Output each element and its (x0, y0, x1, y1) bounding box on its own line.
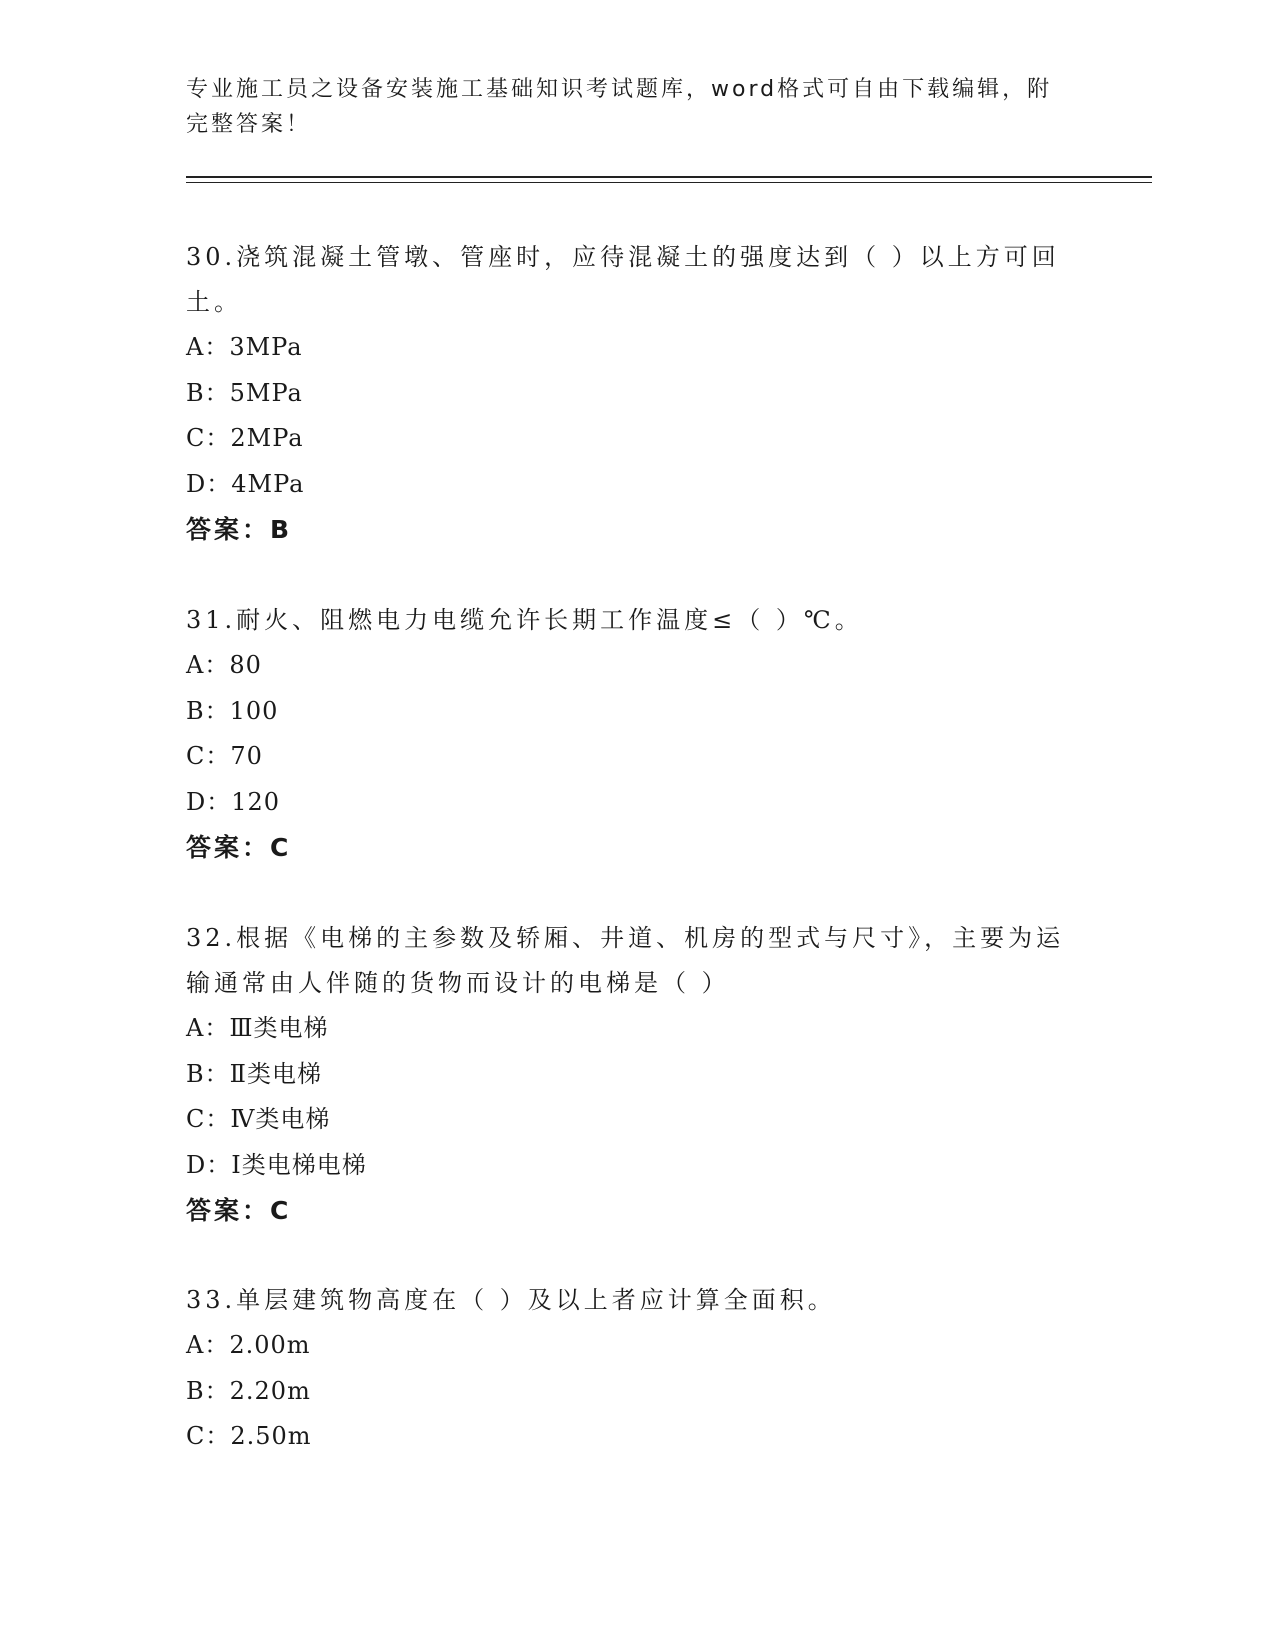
question-32 (186, 916, 1086, 1234)
question-33 (186, 1278, 1086, 1460)
question-stem: 30.浇筑混凝土管墩、管座时，应待混凝土的强度达到（ ）以上方可回土。 (186, 243, 1060, 316)
option-b: B：5MPa (186, 378, 303, 407)
answer: 答案：C (186, 1196, 292, 1225)
option-c: C：2.50m (186, 1422, 312, 1450)
option-c: C：Ⅳ类电梯 (186, 1105, 331, 1133)
option-b: B：2.20m (186, 1376, 311, 1405)
option-d: D：4MPa (186, 469, 305, 498)
document-header: 专业施工员之设备安装施工基础知识考试题库，word格式可自由下载编辑，附完整答案！ (186, 77, 1053, 137)
option-d: D：120 (186, 787, 281, 816)
question-31 (186, 598, 1086, 871)
option-a: A：2.00m (186, 1331, 311, 1359)
option-a: A：Ⅲ类电梯 (186, 1014, 329, 1042)
option-c: C：70 (186, 742, 263, 770)
question-stem: 33.单层建筑物高度在（ ）及以上者应计算全面积。 (186, 1286, 836, 1314)
option-d: D：Ⅰ类电梯电梯 (186, 1150, 367, 1179)
question-stem: 32.根据《电梯的主参数及轿厢、井道、机房的型式与尺寸》，主要为运输通常由人伴随的货物而设计的电梯是（ ） (186, 924, 1065, 997)
answer: 答案：C (186, 833, 292, 862)
header-divider-thin (186, 182, 1152, 183)
answer: 答案：B (186, 515, 293, 544)
question-stem: 31.耐火、阻燃电力电缆允许长期工作温度≤（ ）℃。 (186, 606, 863, 634)
option-a: A：3MPa (186, 333, 303, 361)
option-b: B：100 (186, 696, 279, 725)
option-b: B：Ⅱ类电梯 (186, 1059, 322, 1088)
option-c: C：2MPa (186, 424, 304, 452)
header-divider-thick (186, 176, 1152, 178)
question-30 (186, 235, 1086, 553)
option-a: A：80 (186, 651, 262, 679)
